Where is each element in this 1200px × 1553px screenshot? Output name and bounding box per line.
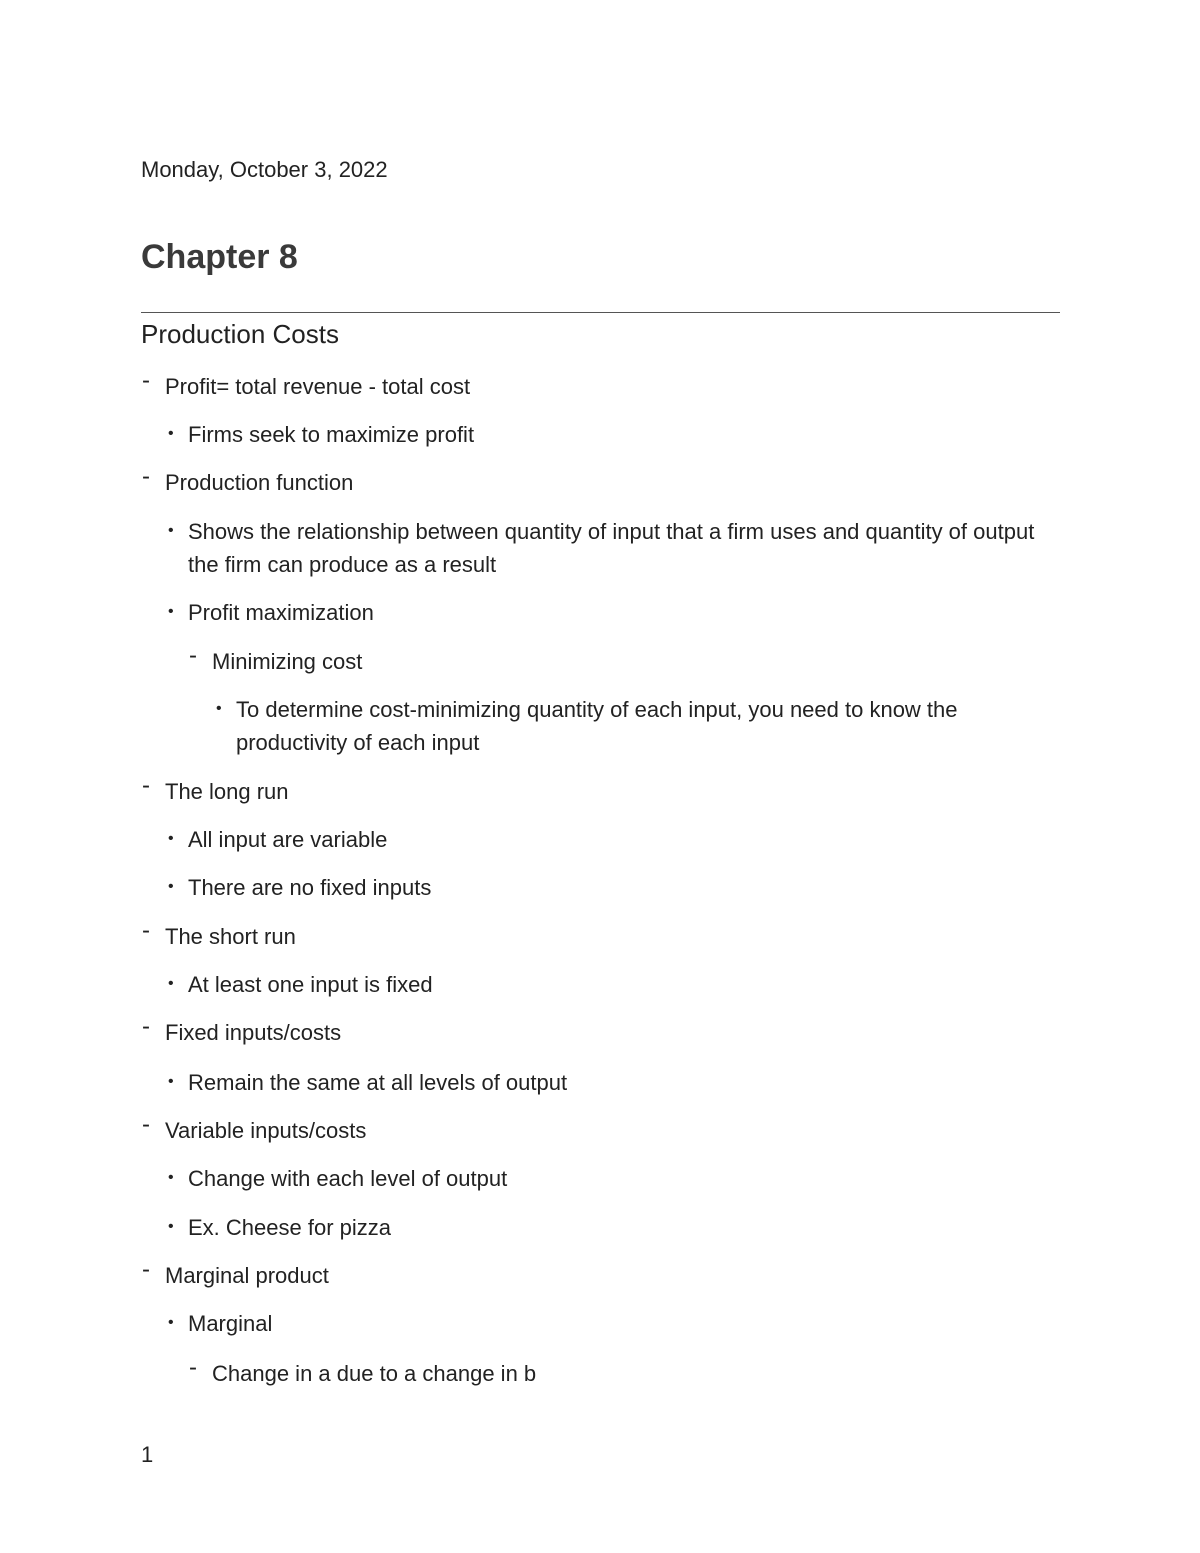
list-item-text: Production function [165, 470, 354, 495]
dash-marker: - [142, 1111, 150, 1138]
list-item-text: Ex. Cheese for pizza [188, 1215, 391, 1240]
list-item [168, 418, 1060, 451]
list-item [168, 871, 1060, 904]
list-item-text: Minimizing cost [212, 649, 363, 674]
list-item [168, 1307, 1060, 1340]
list-item [189, 642, 1060, 678]
list-item-text: Marginal product [165, 1263, 329, 1288]
page-title: Chapter 8 [141, 238, 298, 276]
list-item-text: All input are variable [188, 827, 388, 852]
list-item [168, 515, 1060, 581]
bullet-marker: • [168, 975, 174, 992]
dash-marker: - [189, 642, 197, 669]
bullet-marker: • [168, 522, 174, 539]
list-item [168, 596, 1060, 629]
list-item-text: There are no fixed inputs [188, 875, 432, 900]
list-item [216, 693, 1060, 759]
list-item-text: Change with each level of output [188, 1166, 508, 1191]
dash-marker: - [142, 1013, 150, 1040]
bullet-marker: • [168, 1314, 174, 1331]
bullet-marker: • [168, 1073, 174, 1090]
page-number: 1 [141, 1442, 154, 1467]
list-item-text: The short run [165, 924, 296, 949]
list-item [142, 917, 1060, 953]
bullet-marker: • [168, 603, 174, 620]
dash-marker: - [142, 917, 150, 944]
bullet-marker: • [216, 700, 222, 717]
dash-marker: - [142, 463, 150, 490]
list-item [142, 772, 1060, 808]
list-item-text: Change in a due to a change in b [212, 1361, 537, 1386]
list-item [168, 1211, 1060, 1244]
bullet-marker: • [168, 425, 174, 442]
dash-marker: - [142, 367, 150, 394]
list-item [142, 1013, 1060, 1049]
dash-marker: - [189, 1354, 197, 1381]
list-item-text: The long run [165, 779, 289, 804]
list-item-text: Firms seek to maximize profit [188, 422, 475, 447]
list-item-text: Shows the relationship between quantity of input that a firm uses and quantity of output the firm can produce as a result [188, 519, 1035, 577]
list-item [142, 367, 1060, 403]
list-item [189, 1354, 1060, 1390]
bullet-marker: • [168, 878, 174, 895]
list-item-text: Profit= total revenue - total cost [165, 374, 471, 399]
note-date: Monday, October 3, 2022 [141, 157, 388, 182]
list-item [142, 1256, 1060, 1292]
dash-marker: - [142, 1256, 150, 1283]
bullet-marker: • [168, 1169, 174, 1186]
list-item-text: At least one input is fixed [188, 972, 433, 997]
list-item-text: Profit maximization [188, 600, 374, 625]
list-item-text: Fixed inputs/costs [165, 1020, 342, 1045]
list-item [142, 1111, 1060, 1147]
list-item [168, 1066, 1060, 1099]
list-item-text: Variable inputs/costs [165, 1118, 367, 1143]
list-item [168, 968, 1060, 1001]
list-item [168, 1162, 1060, 1195]
bullet-marker: • [168, 1218, 174, 1235]
section-heading: Production Costs [141, 319, 339, 349]
list-item-text: Remain the same at all levels of output [188, 1070, 568, 1095]
title-divider [141, 312, 1060, 313]
list-item [168, 823, 1060, 856]
list-item [142, 463, 1060, 499]
list-item-text: To determine cost-minimizing quantity of each input, you need to know the productivity of each input [236, 697, 958, 755]
list-item-text: Marginal [188, 1311, 273, 1336]
bullet-marker: • [168, 830, 174, 847]
dash-marker: - [142, 772, 150, 799]
